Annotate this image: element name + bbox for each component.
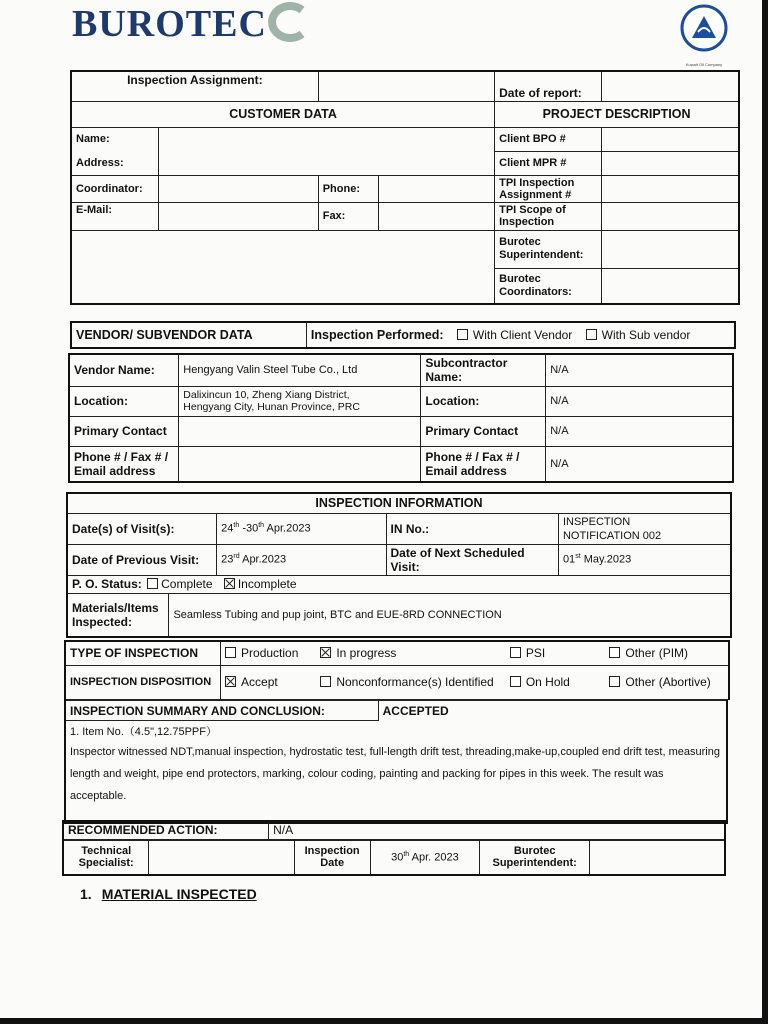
burotec-logo — [72, 2, 312, 46]
email-value[interactable] — [159, 202, 318, 230]
production-checkbox[interactable] — [225, 647, 236, 658]
vendor-subvendor-title: VENDOR/ SUBVENDOR DATA — [71, 322, 306, 348]
visit-sup-end: th — [258, 522, 265, 530]
in-no-value[interactable] — [558, 513, 731, 544]
production-label: Production — [241, 646, 299, 661]
with-client-vendor-label: With Client Vendor — [472, 328, 573, 342]
inspection-assignment-label: Inspection Assignment: — [71, 71, 318, 101]
next-day: 01 — [562, 553, 576, 566]
coordinator-label: Coordinator: — [71, 175, 159, 202]
vendor-phone-value[interactable] — [179, 446, 421, 482]
insp-date-day: 30 — [391, 851, 404, 864]
with-sub-vendor-checkbox[interactable] — [586, 329, 597, 340]
previous-visit-label: Date of Previous Visit: — [67, 544, 217, 575]
other-pim-label: Other (PIM) — [625, 646, 689, 661]
other-pim-option — [605, 641, 729, 665]
tpi-assignment-label: TPI Inspection Assignment # — [495, 175, 602, 202]
client-bpo-label: Client BPO # — [495, 127, 602, 151]
burotec-logo-text: BUROTEC — [72, 3, 267, 45]
technical-specialist-value[interactable] — [149, 841, 294, 875]
in-progress-option — [316, 641, 506, 665]
po-status-label: P. O. Status: — [72, 577, 142, 591]
name-address-value[interactable] — [159, 127, 495, 175]
client-mpr-label: Client MPR # — [495, 151, 602, 175]
next-month: May.2023 — [580, 553, 632, 566]
vendor-name-value[interactable]: Hengyang Valin Steel Tube Co., Ltd — [179, 354, 421, 386]
prev-day: 23 — [221, 553, 234, 566]
inspection-date-value[interactable] — [370, 841, 480, 875]
visit-dates-label: Date(s) of Visit(s): — [67, 513, 217, 544]
summary-table — [64, 700, 728, 824]
phone-value[interactable] — [378, 175, 494, 202]
summary-body — [65, 721, 727, 823]
in-no-label: IN No.: — [386, 513, 558, 544]
in-no-line1: INSPECTION — [562, 515, 631, 528]
fax-label: Fax: — [318, 202, 378, 230]
sub-phone-label: Phone # / Fax # / Email address — [421, 446, 546, 482]
insp-date-sup: th — [403, 850, 410, 858]
insp-date-month: Apr. 2023 — [409, 851, 459, 864]
other-abortive-checkbox[interactable] — [609, 676, 620, 687]
sub-primary-contact-label: Primary Contact — [421, 416, 546, 446]
coordinator-value[interactable] — [159, 175, 318, 202]
inspection-disposition-label: INSPECTION DISPOSITION — [65, 665, 221, 699]
visit-day-start: 24 — [221, 522, 234, 535]
summary-text: Inspector witnessed NDT,manual inspection, hydrostatic test, full-length drift test, threading,make-up,coupled end drift test, measuring length and weight, pipe end protectors, marking, colour coding, painting and packing for pipes in this week. The result was acceptable. — [70, 746, 720, 802]
inspection-info-table — [66, 492, 732, 638]
materials-value[interactable]: Seamless Tubing and pup joint, BTC and EUE-8RD CONNECTION — [169, 593, 731, 637]
subcontractor-name-value[interactable]: N/A — [546, 354, 733, 386]
summary-item: 1. Item No.（4.5",12.75PPF） — [70, 726, 217, 738]
po-complete-checkbox[interactable] — [147, 578, 158, 589]
scan-edge-right — [762, 0, 768, 1024]
customer-extra-area — [71, 230, 495, 304]
visit-day-end: -30 — [239, 522, 259, 535]
po-status-row — [67, 575, 731, 593]
tpi-scope-value[interactable] — [602, 202, 739, 230]
vendor-table — [68, 353, 734, 483]
recommended-action-label: RECOMMENDED ACTION: — [63, 821, 269, 839]
accept-label: Accept — [241, 675, 278, 689]
date-of-report-label: Date of report: — [495, 71, 602, 101]
name-label: Name: — [71, 127, 159, 151]
date-of-report-value[interactable] — [602, 71, 739, 101]
other-pim-checkbox[interactable] — [609, 647, 620, 658]
nonconformance-option — [316, 665, 506, 699]
type-of-inspection-label: TYPE OF INSPECTION — [65, 641, 221, 665]
on-hold-option — [506, 665, 606, 699]
client-bpo-value[interactable] — [602, 127, 739, 151]
in-progress-checkbox[interactable] — [320, 647, 331, 658]
accept-option — [221, 665, 317, 699]
psi-option — [506, 641, 606, 665]
psi-label: PSI — [525, 646, 546, 661]
vendor-location-label: Location: — [69, 386, 179, 416]
next-sup: st — [575, 553, 581, 561]
burotec-superintendent-label: Burotec Superintendent: — [480, 841, 590, 875]
customer-project-table — [70, 70, 740, 305]
fax-value[interactable] — [378, 202, 494, 230]
po-complete-label: Complete — [161, 577, 213, 591]
inspection-assignment-value[interactable] — [318, 71, 494, 101]
phone-label: Phone: — [318, 175, 378, 202]
superintendent-value[interactable] — [602, 230, 739, 268]
email-label: E-Mail: — [71, 202, 159, 230]
next-visit-value[interactable] — [558, 544, 731, 575]
vendor-phone-label: Phone # / Fax # / Email address — [69, 446, 179, 482]
visit-month: Apr.2023 — [264, 522, 311, 535]
sub-location-label: Location: — [421, 386, 546, 416]
technical-specialist-label: Technical Specialist: — [63, 841, 149, 875]
primary-contact-value[interactable] — [179, 416, 421, 446]
psi-checkbox[interactable] — [510, 647, 521, 658]
summary-label: INSPECTION SUMMARY AND CONCLUSION: — [65, 701, 378, 721]
vendor-name-label: Vendor Name: — [69, 354, 179, 386]
vendor-location-line2: Hengyang City, Hunan Province, PRC — [183, 401, 360, 413]
nonconformance-checkbox[interactable] — [320, 676, 331, 687]
subcontractor-name-label: Subcontractor Name: — [421, 354, 546, 386]
on-hold-checkbox[interactable] — [510, 676, 521, 687]
in-progress-label: In progress — [336, 646, 397, 661]
visit-dates-value[interactable] — [217, 513, 386, 544]
other-abortive-label: Other (Abortive) — [625, 675, 711, 689]
materials-label: Materials/Items Inspected: — [67, 593, 169, 637]
po-incomplete-checkbox[interactable] — [224, 578, 235, 589]
inspection-performed-label: Inspection Performed: — [310, 328, 444, 342]
address-label: Address: — [71, 151, 159, 175]
inspection-information-title: INSPECTION INFORMATION — [67, 493, 731, 513]
other-abortive-option — [605, 665, 729, 699]
next-visit-label: Date of Next Scheduled Visit: — [386, 544, 558, 575]
superintendent-label: Burotec Superintendent: — [495, 230, 602, 268]
sub-phone-value[interactable]: N/A — [546, 446, 733, 482]
coordinators-value[interactable] — [602, 268, 739, 304]
material-inspected-heading — [80, 886, 257, 902]
project-description-title: PROJECT DESCRIPTION — [495, 101, 739, 127]
customer-data-title: CUSTOMER DATA — [71, 101, 495, 127]
po-incomplete-label: Incomplete — [237, 577, 297, 591]
recommended-table — [62, 820, 726, 840]
vendor-bar — [70, 321, 736, 349]
visit-sup-start: th — [233, 522, 240, 530]
production-option — [221, 641, 317, 665]
with-client-vendor-checkbox[interactable] — [457, 329, 468, 340]
koc-caption: Kuwait Oil Company — [685, 62, 723, 67]
scan-edge-bottom — [0, 1018, 768, 1024]
recommended-action-value[interactable]: N/A — [269, 821, 725, 839]
sub-primary-contact-value[interactable]: N/A — [546, 416, 733, 446]
nonconformance-label: Nonconformance(s) Identified — [336, 674, 494, 689]
coordinators-label: Burotec Coordinators: — [495, 268, 602, 304]
on-hold-label: On Hold — [525, 675, 570, 689]
prev-month: Apr.2023 — [239, 553, 287, 566]
primary-contact-label: Primary Contact — [69, 416, 179, 446]
vendor-location-line1: Dalixincun 10, Zheng Xiang District, — [183, 389, 350, 401]
burotec-c-icon — [264, 2, 310, 42]
section-title: MATERIAL INSPECTED — [101, 886, 257, 902]
section-number: 1. — [80, 886, 92, 902]
type-disposition-table — [64, 640, 730, 700]
signoff-table — [62, 840, 726, 876]
burotec-superintendent-value[interactable] — [590, 841, 725, 875]
client-mpr-value[interactable] — [602, 151, 739, 175]
tpi-assignment-value[interactable] — [602, 175, 739, 202]
summary-result: ACCEPTED — [378, 701, 727, 721]
prev-sup: rd — [233, 553, 240, 561]
vendor-location-value[interactable] — [179, 386, 421, 416]
accept-checkbox[interactable] — [225, 676, 236, 687]
in-no-line2: NOTIFICATION 002 — [562, 529, 662, 542]
sub-location-value[interactable]: N/A — [546, 386, 733, 416]
inspection-date-label: Inspection Date — [294, 841, 370, 875]
inspection-performed-row — [306, 322, 735, 348]
tpi-scope-label: TPI Scope of Inspection — [495, 202, 602, 230]
with-sub-vendor-label: With Sub vendor — [601, 328, 691, 342]
previous-visit-value[interactable] — [217, 544, 386, 575]
